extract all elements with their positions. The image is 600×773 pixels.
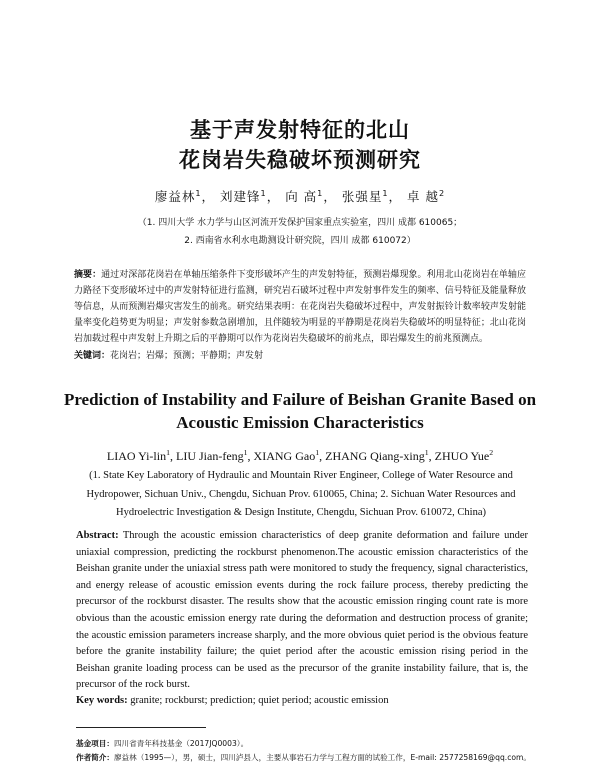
english-keywords-label: Key words: — [76, 695, 128, 706]
footnote-author-bio — [76, 752, 536, 764]
chinese-abstract-text: 通过对深部花岗岩在单轴压缩条件下变形破坏产生的声发射特征，预测岩爆现象。利用北山花岗岩在单轴应力路径下变形破坏过中的声发射特征进行监测，研究岩石破坏过程中声发射事件发生的频率、信号特征及能量释放等信息，从而预测岩爆灾害发生的前兆。研究结果表明：在花岗岩失稳破坏过程中，声发射振铃计数率较声发射能量率变化趋势更为明显；声发射参数急剧增加，且伴随较为明显的平静期是花岗岩失稳破坏的明显特征；北山花岗岩加载过程中声发射上升期之后的平静期可以作为花岗岩失稳破坏的前兆点，即岩爆发生的前兆预测点。 — [74, 270, 526, 344]
author-name: LIU Jian-feng — [176, 449, 244, 463]
author-affil-mark: 2 — [489, 448, 494, 457]
footnote-author-label: 作者简介： — [76, 753, 114, 762]
author-affil-mark: 1 — [195, 187, 202, 198]
footnote-fund-text: 四川省青年科技基金（2017JQ0003）。 — [113, 739, 249, 748]
english-keywords — [76, 693, 528, 709]
author-affil-mark: 2 — [438, 187, 446, 198]
chinese-abstract-label: 摘要： — [74, 270, 102, 280]
footnote-divider — [76, 727, 206, 728]
chinese-affiliation-2: 2. 西南省水利水电勘测设计研究院，四川 成都 610072） — [184, 236, 416, 246]
author-name: ZHANG Qiang-xing — [325, 449, 425, 463]
author-name: XIANG Gao — [253, 449, 316, 463]
footnote-fund-label: 基金项目： — [76, 739, 114, 748]
chinese-abstract — [74, 267, 526, 347]
chinese-title-line-2: 花岗岩失稳破坏预测研究 — [179, 148, 421, 172]
footnote-fund — [76, 738, 536, 750]
author-affil-mark: 1 — [315, 448, 320, 457]
author-name: 廖益林 — [154, 189, 196, 204]
author-affil-mark: 1 — [243, 448, 248, 457]
author-name: ZHUO Yue — [434, 449, 490, 463]
chinese-keywords — [74, 348, 526, 364]
chinese-keywords-text: 花岗岩；岩爆；预测；平静期；声发射 — [110, 351, 264, 361]
chinese-author-list: 廖益林$^1$， 刘建锋$^1$， 向 高$^1$， 张强星$^1$， 卓 越$^2$ — [154, 187, 446, 204]
english-abstract-text: Through the acoustic emission characteristics of deep granite deformation and failure under uniaxial compression, predicting the rockburst phenomenon.The acoustic emission characteristics of the Beishan granite under the uniaxial stress path were monitored to study the frequency, signal characteristics, and energy release of acoustic emission events during the rock failure process, thereby predicting the precursor of the rockburst disaster. The results show that the acoustic emission ringing count rate is more obvious than the acoustic emission energy rate during the deformation and destruction process of granite; the acoustic emission parameters increase sharply, and the more obvious quiet period is the obvious feature before the granite instability failure; the quiet period after the acoustic emission rising period in the Beishan granite loading process can be used as the precursor of the granite instability failure, that is, the precursor of the rock burst. — [76, 530, 528, 691]
english-keywords-text: granite; rockburst; prediction; quiet period; acoustic emission — [130, 695, 389, 706]
chinese-keywords-label: 关键词： — [74, 351, 111, 361]
author-affil-mark: 1 — [424, 448, 429, 457]
author-affil-mark: 1 — [166, 448, 170, 457]
english-author-list: LIAO Yi-lin$^1$, LIU Jian-feng$^1$, XIANG Gao$^1$, ZHANG Qiang-xing$^1$, ZHUO Yue$^2$ — [106, 448, 494, 463]
author-name: 刘建锋 — [220, 189, 261, 204]
chinese-affiliation-1: （1. 四川大学 水力学与山区河流开发保护国家重点实验室，四川 成都 610065； — [137, 218, 463, 228]
english-abstract — [76, 528, 528, 694]
chinese-title-line-1: 基于声发射特征的北山 — [190, 118, 410, 142]
english-title-line-2: Acoustic Emission Characteristics — [176, 413, 424, 432]
english-affiliation: (1. State Key Laboratory of Hydraulic and Mountain River Engineer, College of Water Resource and Hydropower, Sichuan Univ., Chengdu, Sichuan Prov. 610065, China; 2. Sichuan Water Resources and Hydroelectric Investigation & Design Institute, Chengdu, Sichuan Prov. 610072, China) — [86, 470, 516, 518]
author-affil-mark: 1 — [382, 187, 389, 198]
author-affil-mark: 1 — [260, 187, 267, 198]
author-name: 卓 越 — [407, 189, 439, 204]
footnote-author-text: 廖益林（1995—），男，硕士，四川泸县人，主要从事岩石力学与工程方面的试验工作，E-mail: 2577258169@qq.com。 — [113, 753, 532, 762]
english-abstract-label: Abstract: — [76, 530, 119, 541]
english-title-line-1: Prediction of Instability and Failure of Beishan Granite Based on — [63, 390, 537, 409]
author-name: 向 高 — [285, 189, 318, 204]
author-name: 张强星 — [341, 189, 383, 204]
author-affil-mark: 1 — [317, 187, 324, 198]
author-name: LIAO Yi-lin — [106, 449, 167, 463]
